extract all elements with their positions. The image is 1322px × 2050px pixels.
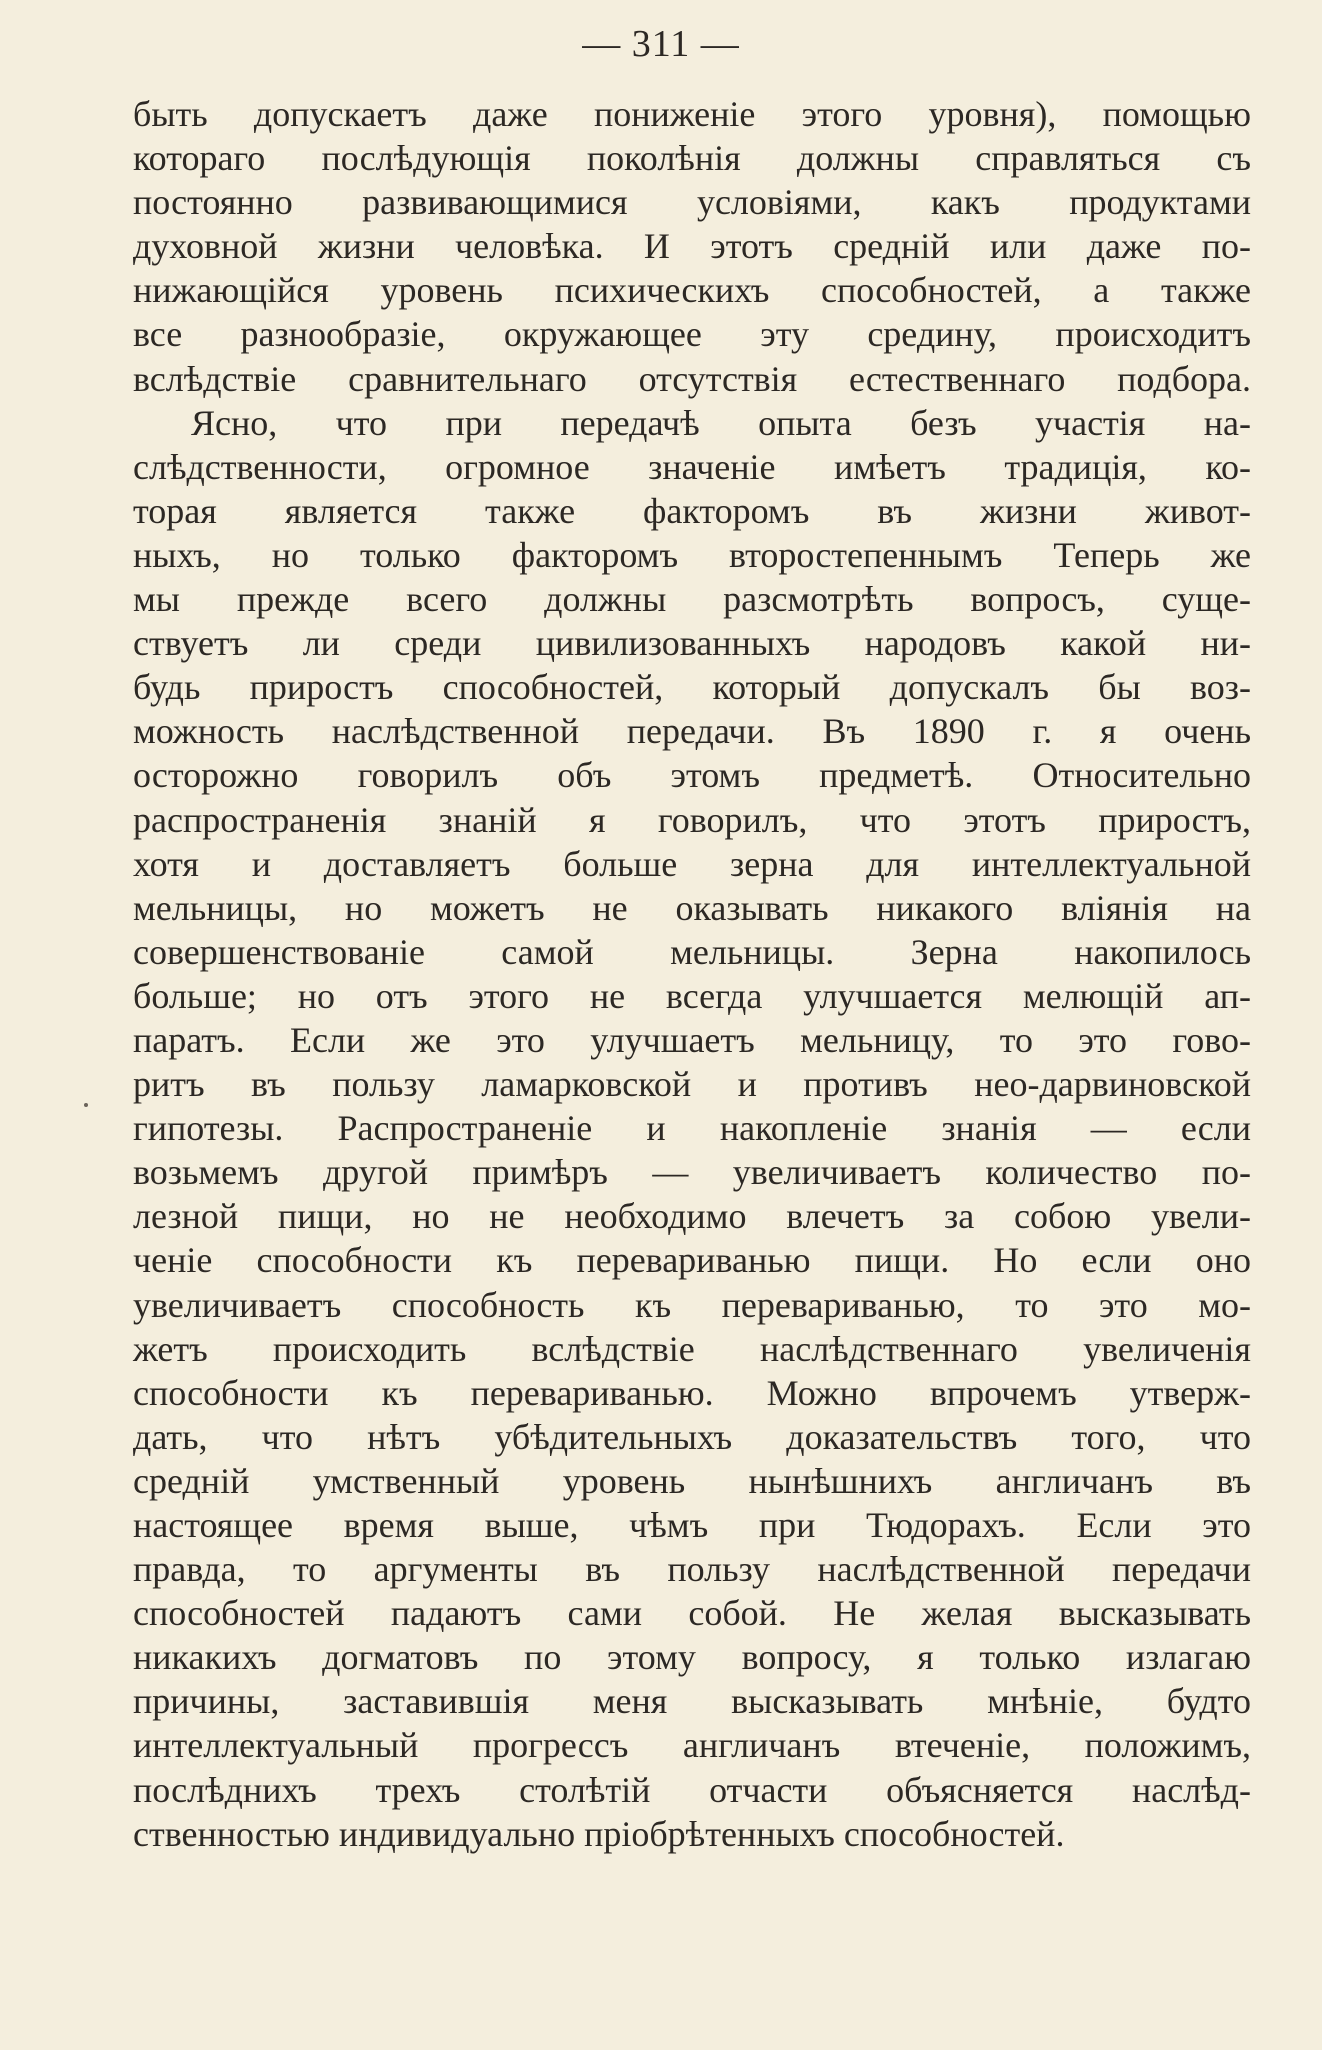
text-line: жетъ происходить вслѣдствіе наслѣдственнаго увеличенія: [133, 1328, 1251, 1369]
text-line: интеллектуальный прогрессъ англичанъ втеченіе, положимъ,: [133, 1725, 1251, 1766]
text-line: ственностью индивидуально пріобрѣтенныхъ способностей.: [133, 1813, 1065, 1854]
text-line: все разнообразіе, окружающее эту средину, происходитъ: [133, 314, 1251, 355]
text-line: лезной пищи, но не необходимо влечетъ за собою увели-: [133, 1196, 1251, 1237]
text-line: котораго послѣдующія поколѣнія должны справляться съ: [133, 138, 1251, 179]
text-line: никакихъ догматовъ по этому вопросу, я только излагаю: [133, 1637, 1251, 1678]
text-line: ченіе способности къ перевариванью пищи. Но если оно: [133, 1240, 1251, 1281]
text-line: способности къ перевариванью. Можно впрочемъ утверж-: [133, 1372, 1251, 1413]
text-line: паратъ. Если же это улучшаетъ мельницу, то это гово-: [133, 1019, 1251, 1060]
margin-mark: [84, 1103, 88, 1107]
text-line: будь приростъ способностей, который допускалъ бы воз-: [133, 667, 1251, 708]
text-line: послѣднихъ трехъ столѣтій отчасти объясняется наслѣд-: [133, 1769, 1251, 1810]
text-line: хотя и доставляетъ больше зерна для интеллектуальной: [133, 843, 1251, 884]
text-line: ныхъ, но только факторомъ второстепеннымъ Теперь же: [133, 534, 1251, 575]
text-line: гипотезы. Распространеніе и накопленіе знанія — если: [133, 1108, 1251, 1149]
text-line: причины, заставившія меня высказывать мнѣніе, будто: [133, 1681, 1251, 1722]
body-text: [133, 92, 1251, 1856]
text-line: духовной жизни человѣка. И этотъ среднiй или даже по-: [133, 226, 1251, 267]
text-line: способностей падаютъ сами собой. Не желая высказывать: [133, 1593, 1251, 1634]
text-line: увеличиваетъ способность къ перевариванью, то это мо-: [133, 1284, 1251, 1325]
text-line: совершенствованіе самой мельницы. Зерна накопилось: [133, 931, 1251, 972]
text-line: распространенія знаній я говорилъ, что этотъ приростъ,: [133, 799, 1251, 840]
text-line: правда, то аргументы въ пользу наслѣдственной передачи: [133, 1549, 1251, 1590]
text-line: вслѣдствіе сравнительнаго отсутствія естественнаго подбора.: [133, 358, 1251, 399]
text-line: ритъ въ пользу ламарковской и противъ нео-дарвиновской: [133, 1064, 1251, 1105]
text-line: больше; но отъ этого не всегда улучшается мелющій ап-: [133, 975, 1251, 1016]
text-line: торая является также факторомъ въ жизни живот-: [133, 490, 1251, 531]
text-line: ствуетъ ли среди цивилизованныхъ народовъ какой ни-: [133, 623, 1251, 664]
text-line: возьмемъ другой примѣръ — увеличиваетъ количество по-: [133, 1152, 1251, 1193]
text-line: нижающійся уровень психическихъ способностей, а также: [133, 270, 1251, 311]
text-line: среднiй умственный уровень нынѣшнихъ англичанъ въ: [133, 1460, 1251, 1501]
text-line: постоянно развивающимися условіями, какъ продуктами: [133, 182, 1251, 223]
text-line: настоящее время выше, чѣмъ при Тюдорахъ. Если это: [133, 1505, 1251, 1545]
paragraph-start-line: Ясно, что при передачѣ опыта безъ участія на-: [191, 402, 1251, 443]
text-line: мельницы, но можетъ не оказывать никакого вліянія на: [133, 887, 1251, 928]
text-line: осторожно говорилъ объ этомъ предметѣ. Относительно: [133, 755, 1251, 796]
text-line: мы прежде всего должны разсмотрѣть вопросъ, суще-: [133, 579, 1251, 620]
text-line: слѣдственности, огромное значеніе имѣетъ традиція, ко-: [133, 446, 1251, 487]
text-line: можность наслѣдственной передачи. Въ 1890 г. я очень: [133, 711, 1251, 752]
text-line: быть допускаетъ даже пониженіе этого уровня), помощью: [133, 94, 1251, 134]
text-line: дать, что нѣтъ убѣдительныхъ доказательствъ того, что: [133, 1416, 1251, 1457]
page-number: — 311 —: [582, 23, 740, 65]
